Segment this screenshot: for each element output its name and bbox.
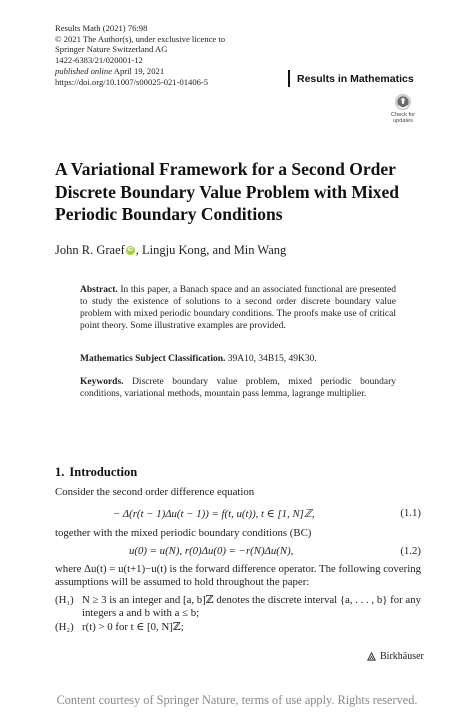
published-date: April 19, 2021 [113,65,165,76]
journal-name: Results in Mathematics [288,70,420,87]
keywords [80,376,396,400]
hypothesis-h2 [55,621,421,634]
citation-line: Results Math (2021) 76:98 [55,23,148,33]
keywords-text: Discrete boundary value problem, mixed periodic boundary conditions, variational methods, mountain pass lemma, lagrange multiplier. [80,377,397,400]
hypothesis-text: N ≥ 3 is an integer and [a, b]ℤ denotes the discrete interval {a, . . . , b} for any integers a and b with a ≤ b; [82,594,421,620]
hypothesis-label: (H₂) [55,621,74,633]
intro-paragraph-2: together with the mixed periodic boundary conditions (BC) [55,527,312,539]
publication-metadata [55,23,290,87]
orcid-icon[interactable]: iD [127,247,134,253]
copyright-holder-line: Springer Nature Switzerland AG [55,44,168,55]
author-list [55,243,425,258]
equation-body: u(0) = u(N), r(0)Δu(0) = −r(N)Δu(N), [129,545,294,557]
copyright-line: © 2021 The Author(s), under exclusive licence to [55,33,226,44]
section-number: 1. [55,465,65,479]
hypothesis-label: (H₁) [55,594,74,606]
equation-1-2 [55,545,421,559]
doi-link[interactable]: https://doi.org/10.1007/s00025-021-01406-5 [55,76,209,87]
equation-number: (1.1) [400,507,421,519]
section-title: Introduction [69,465,138,479]
abstract-label: Abstract. [80,285,118,295]
publisher-mark [366,651,424,662]
article-title: A Variational Framework for a Second Order Discrete Boundary Value Problem with Mixed Periodic Boundary Conditions [55,159,400,224]
intro-paragraph-1: Consider the second order difference equation [55,486,255,498]
check-updates-icon [394,93,412,111]
courtesy-footer: Content courtesy of Springer Nature, terms of use apply. Rights reserved. [56,693,418,707]
abstract-text: In this paper, a Banach space and an associated functional are presented to study the existence of solutions to a second order discrete boundary value problem with mixed periodic boundary conditions. The proofs make use of critical point theory. Some illustrative examples are provided. [80,285,396,332]
msc-label: Mathematics Subject Classification. [80,354,226,364]
publisher-logo-icon [366,651,377,662]
published-line [55,66,290,77]
co-authors: , Lingju Kong, and Min Wang [135,243,287,257]
check-updates-line1: Check for [391,112,415,118]
subject-classification [80,354,396,364]
equation-1-1 [55,507,421,521]
hypothesis-h1 [55,594,421,621]
check-updates-line2: updates [393,118,413,124]
intro-paragraph-3: where Δu(t) = u(t+1)−u(t) is the forward difference operator. The following covering assumptions will be assumed to hold throughout the paper: [55,563,421,589]
equation-number: (1.2) [400,545,421,557]
published-label: published online [55,65,113,76]
abstract [80,284,396,332]
author-name: John R. Graef [55,243,125,257]
publisher-name: Birkhäuser [380,651,424,662]
keywords-label: Keywords. [80,377,124,387]
section-heading [55,465,137,480]
issn-line: 1422-6383/21/020001-12 [55,55,143,66]
hypothesis-text: r(t) > 0 for t ∈ [0, N]ℤ; [82,621,184,633]
msc-text: 39A10, 34B15, 49K30. [227,354,317,364]
equation-body: − Δ(r(t − 1)Δu(t − 1)) = f(t, u(t)), t ∈ [1, N]ℤ, [113,508,315,520]
check-for-updates-button[interactable] [385,93,421,127]
